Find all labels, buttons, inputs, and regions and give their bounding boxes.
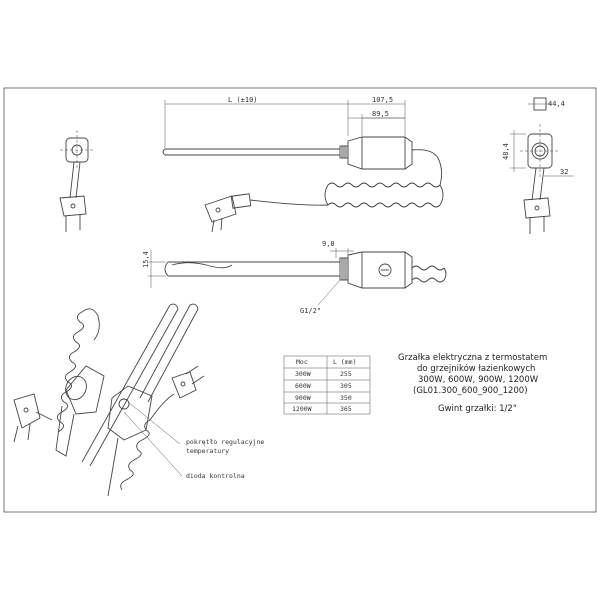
dim-9: 9,8	[322, 240, 335, 248]
callout-knob-2: temperatury	[186, 447, 230, 455]
dim-15: 15,4	[142, 251, 150, 268]
description-line-5: Gwint grzałki: 1/2"	[438, 404, 517, 414]
callout-knob: pokrętło regulacyjne	[186, 438, 265, 446]
table-cell: 255	[340, 370, 352, 378]
dim-32: 32	[560, 168, 569, 176]
end-view-right	[520, 98, 560, 234]
dim-89: 89,5	[372, 110, 389, 118]
table-cell: 365	[340, 405, 352, 413]
callout-led: dioda kontrolna	[186, 472, 245, 480]
dim-44: 44,4	[548, 100, 565, 108]
table-cell: 350	[340, 394, 352, 402]
right-dimensions	[510, 104, 574, 176]
perspective-heater-left	[14, 304, 178, 466]
top-dimensions	[165, 100, 405, 148]
description-line-3: 300W, 600W, 900W, 1200W	[418, 375, 539, 385]
table-header-power: Moc	[296, 358, 308, 366]
description-line-2: do grzejników łazienkowych	[417, 364, 536, 374]
dim-107: 107,5	[372, 96, 394, 104]
callout-leaders	[124, 402, 182, 476]
end-view-left	[60, 130, 94, 232]
table-cell: 300W	[295, 370, 311, 378]
table-cell: 600W	[295, 382, 311, 390]
description-line-4: (GL01.300_600_900_1200)	[413, 386, 528, 396]
side-dimensions	[148, 248, 354, 305]
heater-top-view	[163, 137, 443, 232]
table-cell: 305	[340, 382, 352, 390]
heater-side-view	[165, 252, 446, 288]
dim-48: 48,4	[502, 143, 510, 160]
dim-length: L (±10)	[228, 96, 258, 104]
table-cell: 1200W	[292, 405, 312, 413]
table-cell: 900W	[295, 394, 311, 402]
table-header-length: L (mm)	[333, 358, 357, 366]
perspective-heater-right	[108, 304, 204, 496]
dim-thread: G1/2"	[300, 307, 322, 315]
description-line-1: Grzałka elektryczna z termostatem	[398, 353, 548, 363]
